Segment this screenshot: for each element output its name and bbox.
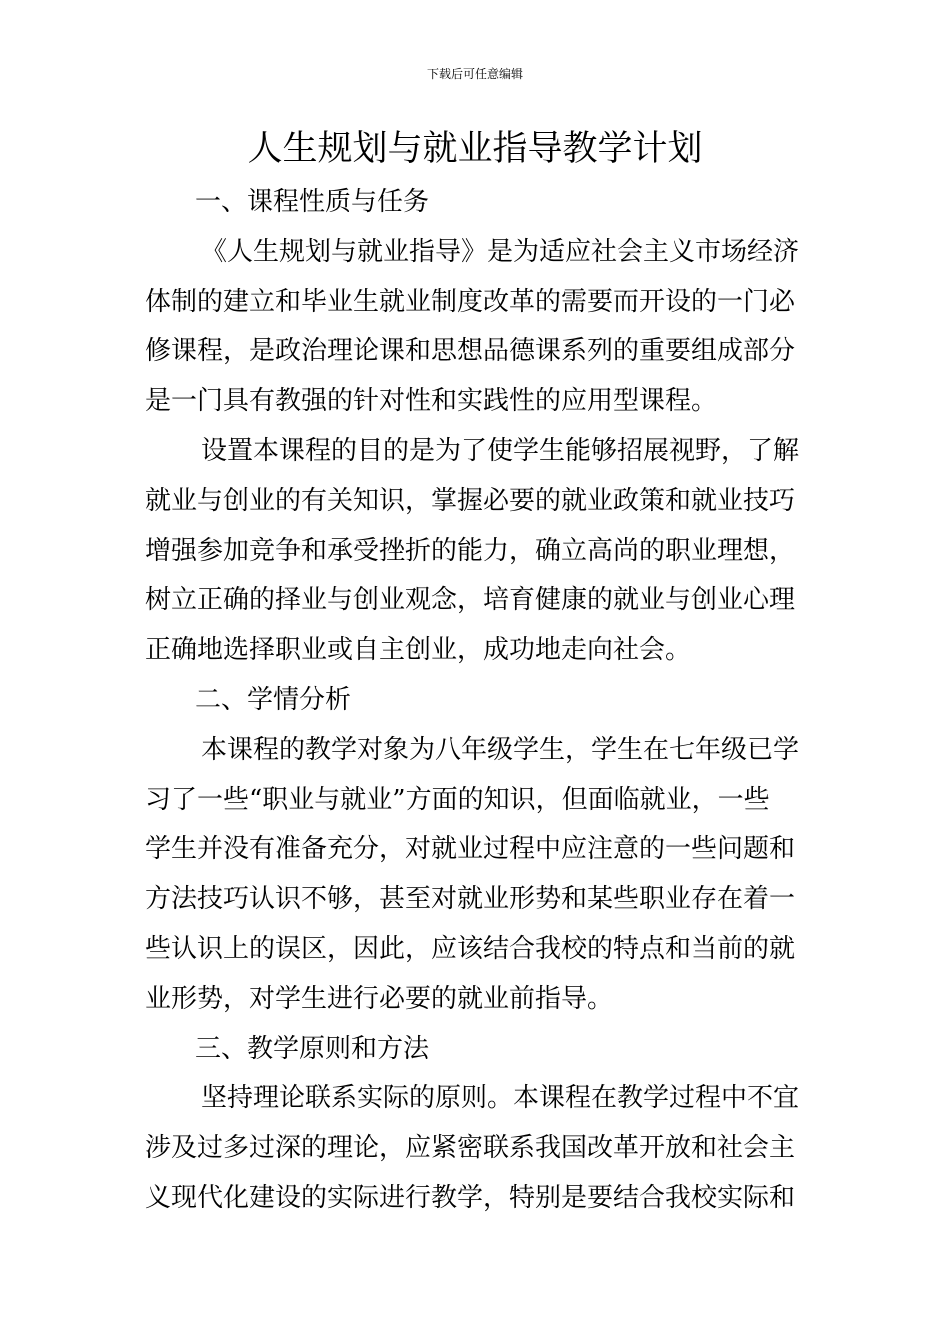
paragraph-line: 增强参加竞争和承受挫折的能力，确立高尚的职业理想，: [145, 535, 796, 566]
paragraph-line: 修课程，是政治理论课和思想品德课系列的重要组成部分: [145, 336, 796, 367]
paragraph-line: 体制的建立和毕业生就业制度改革的需要而开设的一门必: [145, 286, 796, 317]
document-title: 人生规划与就业指导教学计划: [247, 129, 703, 169]
page-header-note: 下载后可任意编辑: [426, 67, 523, 81]
paragraph-line: 些认识上的误区，因此，应该结合我校的特点和当前的就: [145, 933, 796, 964]
paragraph-line: 业形势，对学生进行必要的就业前指导。: [145, 983, 614, 1014]
paragraph-line: 方法技巧认识不够，甚至对就业形势和某些职业存在着一: [145, 884, 796, 915]
paragraph-line: 义现代化建设的实际进行教学，特别是要结合我校实际和: [145, 1182, 796, 1213]
paragraph-line: 树立正确的择业与创业观念，培育健康的就业与创业心理: [145, 585, 796, 616]
paragraph-line: 学生并没有准备充分，对就业过程中应注意的一些问题和: [145, 834, 796, 865]
document-body: [145, 178, 805, 1224]
paragraph-line: 涉及过多过深的理论，应紧密联系我国改革开放和社会主: [145, 1133, 796, 1164]
paragraph-line: 是一门具有教强的针对性和实践性的应用型课程。: [145, 386, 718, 417]
paragraph-line: 设置本课程的目的是为了使学生能够招展视野，了解: [201, 435, 800, 466]
section-heading-1: 一、课程性质与任务: [195, 187, 430, 217]
paragraph-line: 正确地选择职业或自主创业，成功地走向社会。: [145, 635, 692, 666]
paragraph-line: 坚持理论联系实际的原则。本课程在教学过程中不宜: [201, 1083, 800, 1114]
paragraph-line: 就业与创业的有关知识，掌握必要的就业政策和就业技巧: [145, 485, 796, 516]
section-heading-2: 二、学情分析: [195, 684, 352, 715]
paragraph-line: 本课程的教学对象为八年级学生，学生在七年级已学: [201, 734, 800, 765]
paragraph-line: 习了一些“职业与就业”方面的知识，但面临就业，一些: [145, 784, 770, 815]
paragraph-line: 《人生规划与就业指导》是为适应社会主义市场经济: [201, 236, 800, 267]
section-heading-3: 三、教学原则和方法: [195, 1033, 430, 1064]
